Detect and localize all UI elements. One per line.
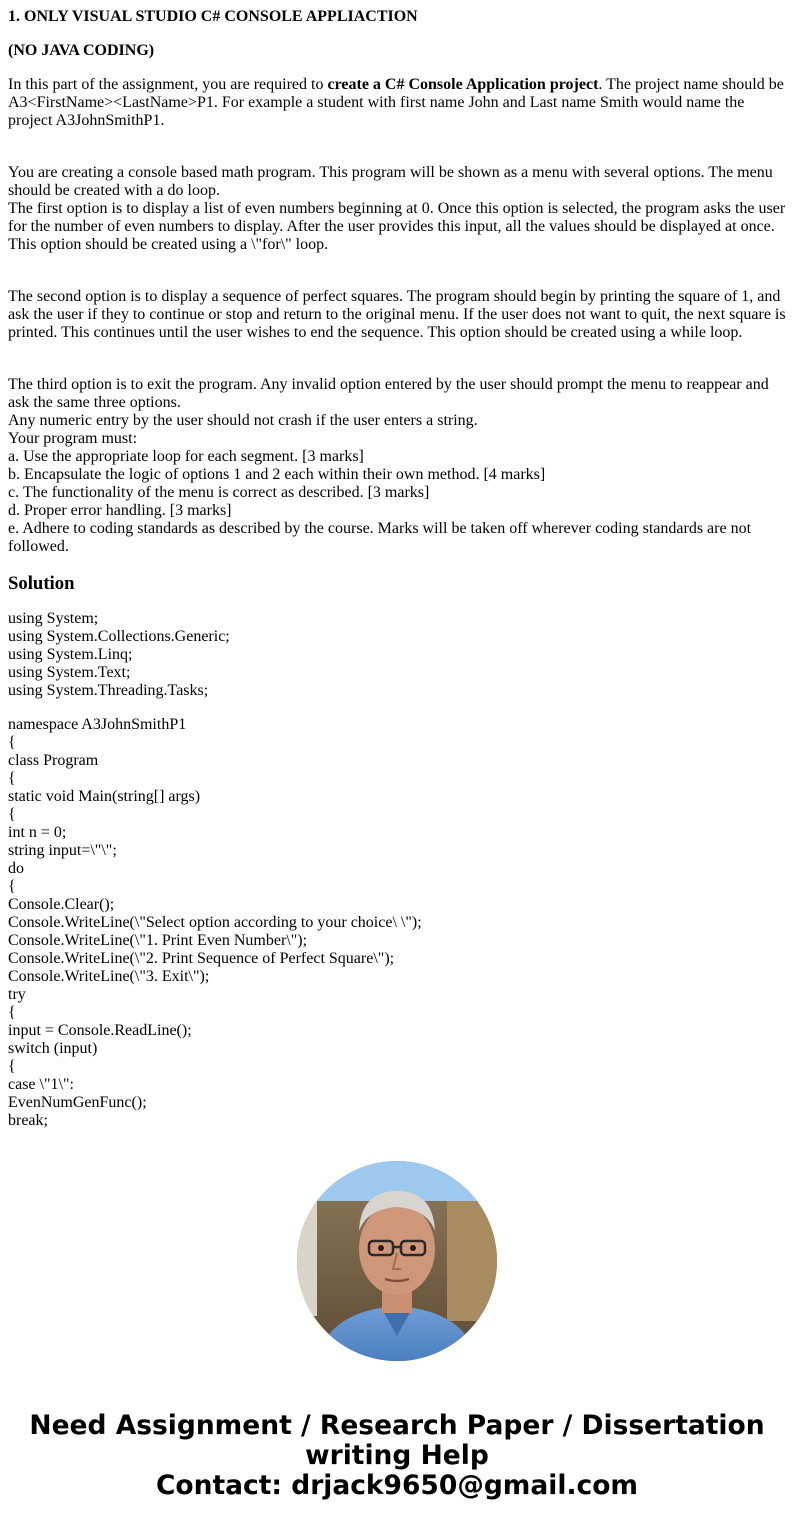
- code-line: Console.WriteLine(\"Select option according to your choice\ \");: [8, 914, 422, 931]
- code-line: case \"1\":: [8, 1076, 74, 1093]
- question-subtitle: (NO JAVA CODING): [8, 42, 155, 59]
- code-line: {: [8, 806, 16, 823]
- paragraph-line: Your program must:: [8, 430, 138, 447]
- code-blank-line: [8, 700, 786, 716]
- code-line: int n = 0;: [8, 824, 67, 841]
- code-line: {: [8, 1004, 16, 1021]
- author-photo: [297, 1161, 497, 1361]
- solution-code-block: [8, 610, 786, 1144]
- solution-heading: Solution: [8, 573, 75, 594]
- code-line: Console.WriteLine(\"1. Print Even Number\");: [8, 932, 308, 949]
- code-line: {: [8, 1058, 16, 1075]
- intro-text-bold: create a C# Console Application project: [327, 76, 599, 93]
- document-page: [0, 8, 794, 1144]
- code-line: using System.Threading.Tasks;: [8, 682, 209, 699]
- author-portrait-image: [297, 1161, 497, 1361]
- code-line: static void Main(string[] args): [8, 788, 201, 805]
- code-line: using System;: [8, 610, 99, 627]
- paragraph-line: You are creating a console based math program. This program will be shown as a menu with several options. The menu should be created with a do loop.: [8, 164, 773, 199]
- code-line: {: [8, 770, 16, 787]
- promo-banner: [0, 1411, 794, 1501]
- second-option-paragraph: The second option is to display a sequence of perfect squares. The program should begin by printing the square of 1, and ask the user if they to continue or stop and return to the original menu. If the user does not want to quit, the next square is printed. This continues until the user wishes to end the sequence. This option should be created using a while loop.: [8, 288, 786, 341]
- intro-text-before: In this part of the assignment, you are required to: [8, 76, 328, 93]
- code-line: using System.Linq;: [8, 646, 133, 663]
- paragraph-line: Any numeric entry by the user should not crash if the user enters a string.: [8, 412, 478, 429]
- code-line: {: [8, 878, 16, 895]
- promo-line-2: writing Help: [305, 1440, 489, 1471]
- code-line: Console.Clear();: [8, 896, 115, 913]
- code-line: do: [8, 860, 24, 877]
- requirement-item: c. The functionality of the menu is correct as described. [3 marks]: [8, 484, 430, 501]
- paragraph-line: The first option is to display a list of even numbers beginning at 0. Once this option is selected, the program asks the user for the number of even numbers to display. After the user provides this input, all the values should be displayed at once. This option should be created using a \"for\" loop.: [8, 200, 786, 253]
- code-line: using System.Collections.Generic;: [8, 628, 230, 645]
- intro-paragraph: [8, 76, 786, 130]
- code-line: namespace A3JohnSmithP1: [8, 716, 187, 733]
- code-line: Console.WriteLine(\"2. Print Sequence of Perfect Square\");: [8, 950, 395, 967]
- question-title: 1. ONLY VISUAL STUDIO C# CONSOLE APPLIACTION: [8, 8, 418, 25]
- code-line: string input=\"\";: [8, 842, 117, 859]
- promo-line-1: Need Assignment / Research Paper / Dissertation: [29, 1410, 765, 1441]
- promo-contact-line: Contact: drjack9650@gmail.com: [155, 1470, 639, 1501]
- code-line: class Program: [8, 752, 99, 769]
- code-line: switch (input): [8, 1040, 98, 1057]
- code-line: {: [8, 734, 16, 751]
- menu-description-paragraph: [8, 164, 786, 254]
- paragraph-line: The third option is to exit the program. Any invalid option entered by the user should prompt the menu to reappear and ask the same three options.: [8, 376, 769, 411]
- code-line: input = Console.ReadLine();: [8, 1022, 192, 1039]
- code-line: EvenNumGenFunc();: [8, 1094, 147, 1111]
- requirement-item: d. Proper error handling. [3 marks]: [8, 502, 232, 519]
- code-line: using System.Text;: [8, 664, 131, 681]
- third-option-paragraph: [8, 376, 786, 556]
- code-line: Console.WriteLine(\"3. Exit\");: [8, 968, 210, 985]
- requirement-item: b. Encapsulate the logic of options 1 and 2 each within their own method. [4 marks]: [8, 466, 546, 483]
- code-line: break;: [8, 1112, 48, 1129]
- intro-text-after: . The project name should be A3<FirstName><LastName>P1. For example a student with first name John and Last name Smith would name the project A3JohnSmithP1.: [8, 76, 784, 129]
- requirement-item: a. Use the appropriate loop for each segment. [3 marks]: [8, 448, 364, 465]
- code-line: try: [8, 986, 26, 1003]
- requirement-item: e. Adhere to coding standards as described by the course. Marks will be taken off wherever coding standards are not followed.: [8, 520, 752, 555]
